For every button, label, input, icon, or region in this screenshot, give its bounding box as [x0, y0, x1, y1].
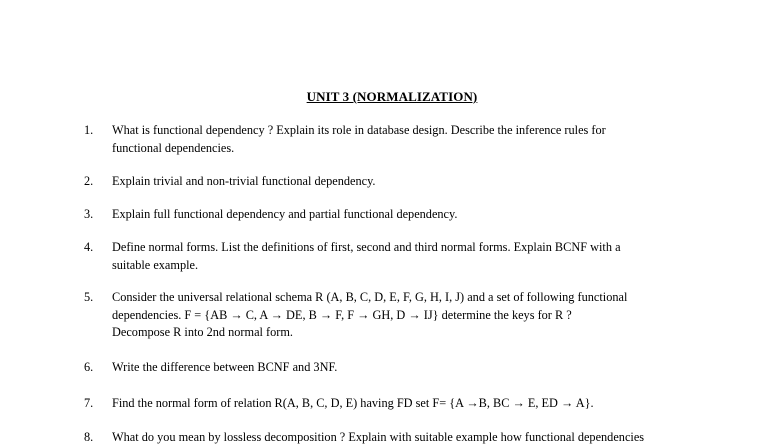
question-line: What is functional dependency ? Explain its role in database design. Describe the inference rules for: [112, 123, 606, 137]
question-line: Decompose R into 2nd normal form.: [112, 325, 294, 339]
question-line: Explain trivial and non-trivial functional dependency.: [112, 174, 376, 188]
question-text: [112, 359, 337, 377]
question-line: suitable example.: [112, 257, 199, 272]
question-number: 7.: [84, 396, 94, 410]
question-text: [112, 395, 594, 413]
question-line: What do you mean by lossless decomposition ? Explain with suitable example how functional dependencies: [112, 430, 645, 444]
question-text: [112, 206, 457, 224]
question-line: Find the normal form of relation R(A, B, C, D, E) having FD set F= {A →B, BC → E, ED → A}.: [112, 396, 594, 410]
question-line: Define normal forms. List the definitions of first, second and third normal forms. Explain BCNF with a: [112, 240, 621, 254]
question-text: [112, 122, 606, 157]
question-text: [112, 239, 621, 274]
question-number: 3.: [84, 207, 94, 221]
page-title: UNIT 3 (NORMALIZATION): [306, 89, 478, 104]
question-number: 6.: [84, 360, 94, 374]
question-text: [112, 289, 627, 342]
question-number: 1.: [84, 123, 94, 137]
question-line: Consider the universal relational schema R (A, B, C, D, E, F, G, H, I, J) and a set of following functional: [112, 290, 628, 304]
question-line: functional dependencies.: [112, 140, 235, 155]
question-number: 4.: [84, 240, 94, 254]
question-number: 8.: [84, 430, 94, 444]
question-line: Explain full functional dependency and partial functional dependency.: [112, 207, 458, 221]
question-number: 2.: [84, 174, 94, 188]
question-line: Write the difference between BCNF and 3NF.: [112, 360, 338, 374]
question-number: 5.: [84, 290, 94, 304]
question-text: [112, 173, 376, 191]
question-text: [112, 429, 644, 447]
question-line: dependencies. F = {AB → C, A → DE, B → F, F → GH, D → IJ} determine the keys for R ?: [112, 307, 572, 322]
